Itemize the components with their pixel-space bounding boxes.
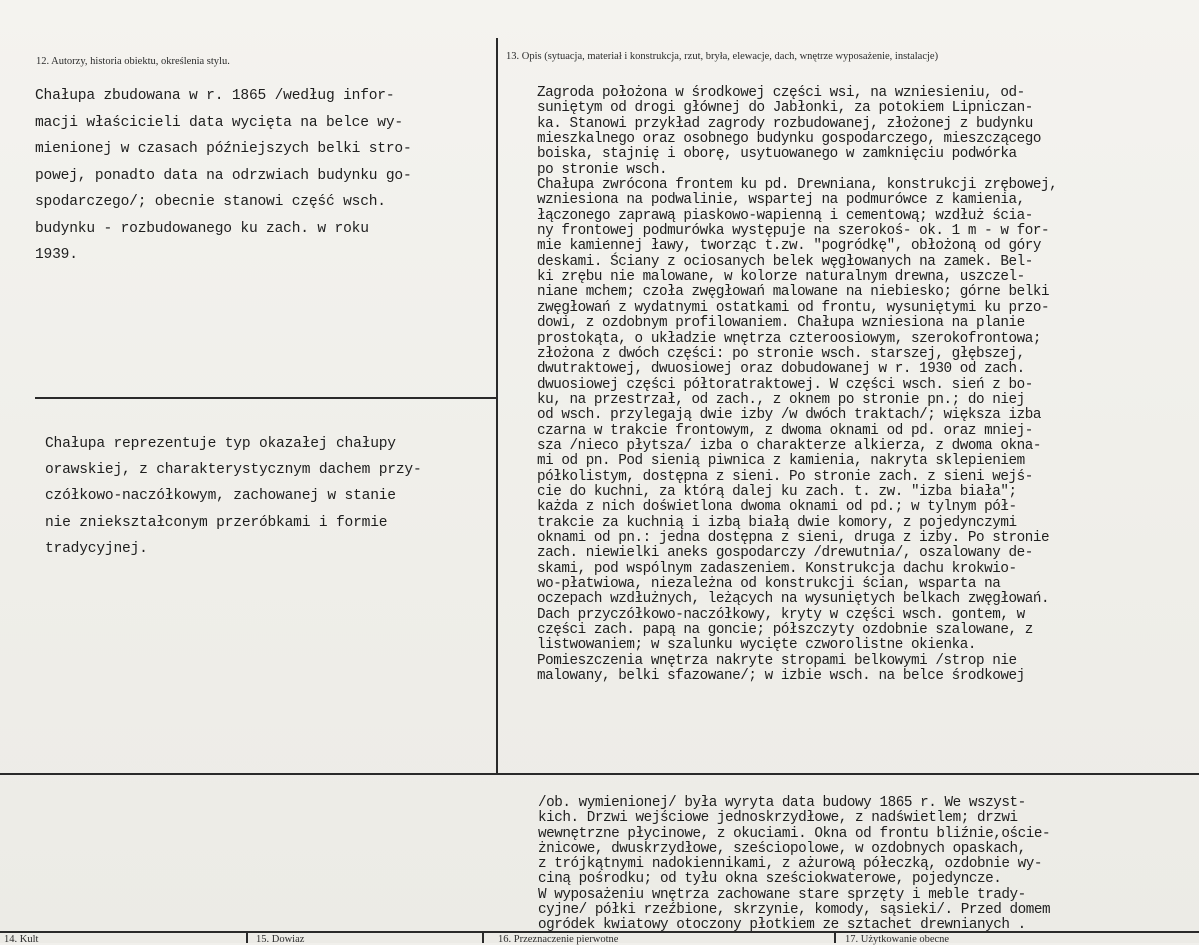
column-divider — [496, 38, 498, 774]
left-section-divider — [35, 397, 497, 399]
description-continuation-text: /ob. wymienionej/ była wyryta data budowy 1865 r. We wszyst- kich. Drzwi wejściowe jednoskrzydłowe, z nadświetlem; drzwi wewnętrzne płycinowe, z okuciami. Okna od frontu bliźnie,oście- żnicowe, dwuskrzydłowe, sześciopolowe, w ozdobnych opaskach, z trójkątnymi nadokiennikami, z ażurową półeczką, ozdobnie wy- ciną pośrodku; od tyłu okna sześciokwaterowe, pojedyncze. W wyposażeniu wnętrza zachowane stare sprzęty i meble trady- cyjne/ półki rzeźbione, skrzynie, komody, sąsieki/. Przed domem ogródek kwiatowy otoczony płotkiem ze sztachet drewnianych . — [538, 795, 1051, 934]
style-text: Chałupa reprezentuje typ okazałej chałupy orawskiej, z charakterystycznym dachem przy- czółkowo-naczółkowym, zachowanej w stanie nie zniekształconym przeróbkami i formie tradycyjnej. — [45, 436, 422, 557]
field-12-label: 12. Autorzy, historia obiektu, określenia stylu. — [36, 56, 230, 67]
description-text: Zagroda położona w środkowej części wsi, na wzniesieniu, od- suniętym od drogi głównej do Jabłonki, za potokiem Lipniczan- ka. Stanowi przykład zagrody rozbudowanej, złożonej z budynku mieszkalnego oraz osobnego budynku gospodarczego, mieszczącego boiska, stajnię i oborę, usytuowanego w zamknięciu podwórka po stronie wsch. Chałupa zwrócona frontem ku pd. Drewniana, konstrukcji zrębowej, wzniesiona na podwalinie, wspartej na podmurówce z kamienia, łączonego zaprawą piaskowo-wapienną i cementową; wzdłuż ścia- ny frontowej podmurówka występuje na szerokoś- ok. 1 m - w for- mie kamiennej ławy, tworząc t.zw. "pogródkę", obłożoną od góry deskami. Ściany z ociosanych belek węgłowanych na zamek. Bel- ki zrębu nie malowane, w kolorze naturalnym drewna, uszczel- niane mchem; czoła zwęgłowań malowane na niebiesko; górne belki zwęgłowań z wydatnymi ostatkami od frontu, wysuniętymi ku przo- dowi, z ozdobnym profilowaniem. Chałupa wzniesiona na planie prostokąta, o układzie wnętrza czteroosiowym, szerokofrontowa; złożona z dwóch części: po stronie wsch. starszej, głębszej, dwutraktowej, dwuosiowej oraz dobudowanej w r. 1930 od zach. dwuosiowej części półtoratraktowej. W części wsch. sień z bo- ku, na przestrzał, od zach., z oknem po stronie pn.; do niej od wsch. przylegają dwie izby /w dwóch traktach/; większa izba czarna w trakcie frontowym, z dwoma oknami od pd. oraz mniej- sza /nieco płytsza/ izba o charakterze alkierza, z dwoma okna- mi od pn. Pod sienią piwnica z kamienia, nakryta sklepieniem półkolistym, dostępna z sieni. Po stronie zach. z sieni wejś- cie do kuchni, za którą dalej ku zach. t. zw. "izba biała"; każda z nich doświetlona dwoma oknami od pd.; w tylnym pół- trakcie za kuchnią i izbą białą dwie komory, z pojedynczymi oknami od pn.: jedna dostępna z sieni, druga z izby. Po stronie zach. niewielki aneks gospodarczy /drewutnia/, oszalowany de- skami, pod wspólnym zadaszeniem. Konstrukcja dachu krokwio- wo-płatwiowa, niezależna od konstrukcji ścian, wsparta na oczepach wzdłużnych, leżących na wysuniętych belkach zwęgłowań. Dach przyczółkowo-naczółkowy, kryty w części wsch. gontem, w części zach. papą na goncie; półszczyty ozdobnie szalowane, z listwowaniem; w szalunku wycięte czworolistne okienka. Pomieszczenia wnętrza nakryte stropami belkowymi /strop nie malowany, belki sfazowane/; w izbie wsch. na belce środkowej — [537, 85, 1058, 685]
main-horizontal-rule — [0, 773, 1199, 775]
bottom-divider-1 — [246, 931, 248, 943]
bottom-divider-2 — [482, 931, 484, 943]
field-14-label: 14. Kult — [4, 934, 39, 945]
field-15-label: 15. Dowiaz — [256, 934, 305, 945]
field-13-label: 13. Opis (sytuacja, materiał i konstrukcja, rzut, bryła, elewacje, dach, wnętrze wyposażenie, instalacje) — [506, 51, 939, 62]
field-17-label: 17. Użytkowanie obecne — [845, 934, 950, 945]
field-16-label: 16. Przeznaczenie pierwotne — [498, 934, 619, 945]
history-text: Chałupa zbudowana w r. 1865 /według infor- macji właścicieli data wycięta na belce wy- mienionej w czasach późniejszych belki stro- powej, ponadto data na odrzwiach budynku go- spodarczego/; obecnie stanowi część wsch. budynku - rozbudowanego ku zach. w roku 1939. — [35, 88, 412, 263]
